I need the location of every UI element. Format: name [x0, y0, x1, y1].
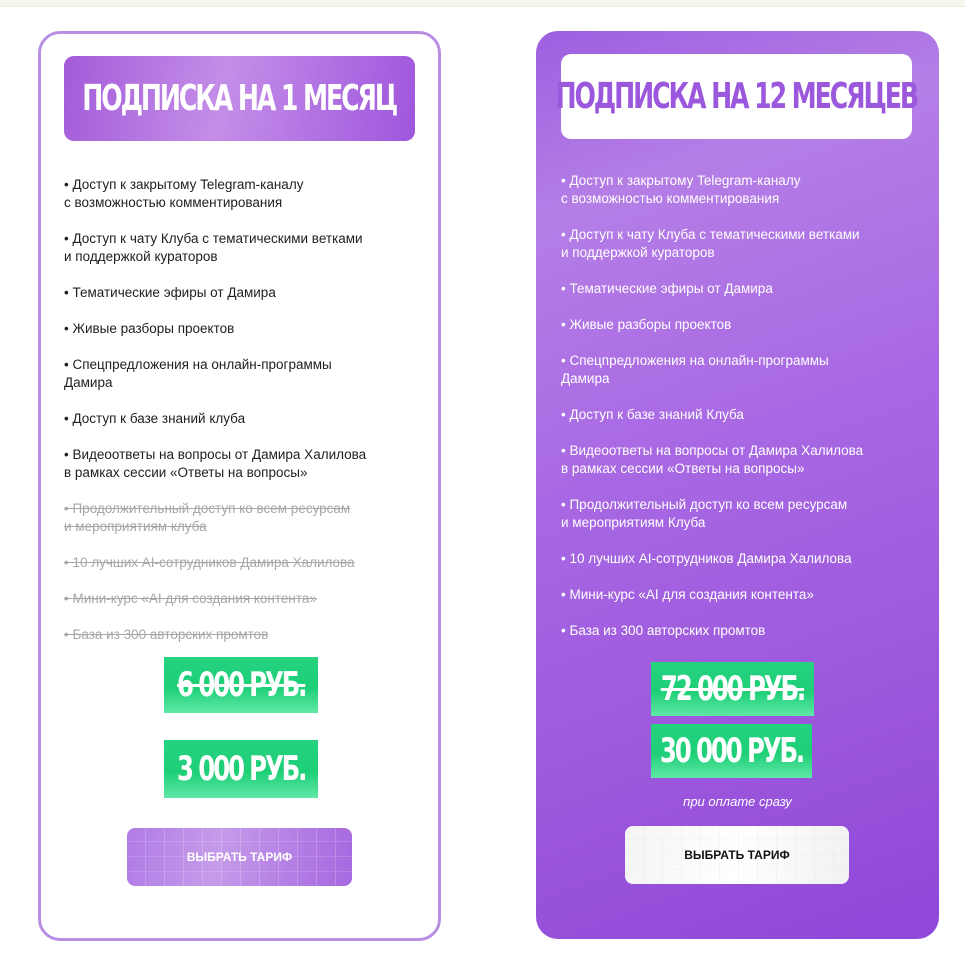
feature-item: • Тематические эфиры от Дамира	[64, 285, 276, 300]
feature-item: • Доступ к чату Клуба с тематическими ветками и поддержкой кураторов	[64, 231, 363, 264]
feature-item-unavailable: • 10 лучших AI-сотрудников Дамира Халилова	[64, 555, 355, 570]
feature-item: • Живые разборы проектов	[561, 317, 732, 332]
feature-item: • Тематические эфиры от Дамира	[561, 281, 773, 296]
feature-item: • Спецпредложения на онлайн-программы Дамира	[64, 357, 332, 390]
price-badge	[164, 740, 318, 798]
plan-title: ПОДПИСКА НА 12 МЕСЯЦЕВ	[555, 76, 918, 117]
feature-list	[561, 172, 921, 658]
old-price: 72 000 РУБ.	[660, 669, 805, 709]
feature-item: • Видеоответы на вопросы от Дамира Халилова в рамках сессии «Ответы на вопросы»	[561, 443, 864, 476]
feature-item-unavailable: • Мини-курс «AI для создания контента»	[64, 591, 317, 606]
plan-title-banner	[555, 54, 918, 139]
button-label: ВЫБРАТЬ ТАРИФ	[186, 850, 293, 864]
feature-item: • 10 лучших AI-сотрудников Дамира Халилова	[561, 551, 852, 566]
top-border	[0, 0, 965, 7]
old-price: 6 000 РУБ.	[176, 665, 306, 705]
price: 3 000 РУБ.	[176, 749, 306, 789]
feature-item-unavailable: • Продолжительный доступ ко всем ресурсам и мероприятиям клуба	[64, 501, 351, 534]
choose-plan-button[interactable]	[625, 826, 849, 884]
feature-item: • Доступ к базе знаний Клуба	[561, 407, 744, 422]
feature-item: • Доступ к закрытому Telegram-каналу с возможностью комментирования	[64, 177, 304, 210]
feature-item: • Мини-курс «AI для создания контента»	[561, 587, 814, 602]
feature-item: • Доступ к закрытому Telegram-каналу с возможностью комментирования	[561, 173, 801, 206]
button-label: ВЫБРАТЬ ТАРИФ	[684, 848, 790, 862]
price-note: при оплате сразу	[683, 794, 792, 809]
old-price-badge	[651, 662, 814, 716]
feature-item: • Доступ к чату Клуба с тематическими ветками и поддержкой кураторов	[561, 227, 860, 260]
plan-card-12-months	[536, 31, 939, 939]
feature-item: • Видеоответы на вопросы от Дамира Халилова в рамках сессии «Ответы на вопросы»	[64, 447, 367, 480]
feature-item: • Спецпредложения на онлайн-программы Дамира	[561, 353, 829, 386]
old-price-badge	[164, 657, 318, 713]
choose-plan-button[interactable]	[127, 828, 352, 886]
feature-item: • База из 300 авторских промтов	[561, 623, 766, 638]
price: 30 000 РУБ.	[659, 731, 804, 771]
price-badge	[651, 724, 812, 778]
feature-list	[64, 176, 424, 662]
plan-title: ПОДПИСКА НА 1 МЕСЯЦ	[82, 78, 397, 119]
feature-item-unavailable: • База из 300 авторских промтов	[64, 627, 269, 642]
feature-item: • Продолжительный доступ ко всем ресурсам и мероприятиям Клуба	[561, 497, 848, 530]
plan-card-1-month	[38, 31, 441, 941]
feature-item: • Живые разборы проектов	[64, 321, 235, 336]
plan-title-banner	[64, 56, 415, 141]
feature-item: • Доступ к базе знаний клуба	[64, 411, 246, 426]
